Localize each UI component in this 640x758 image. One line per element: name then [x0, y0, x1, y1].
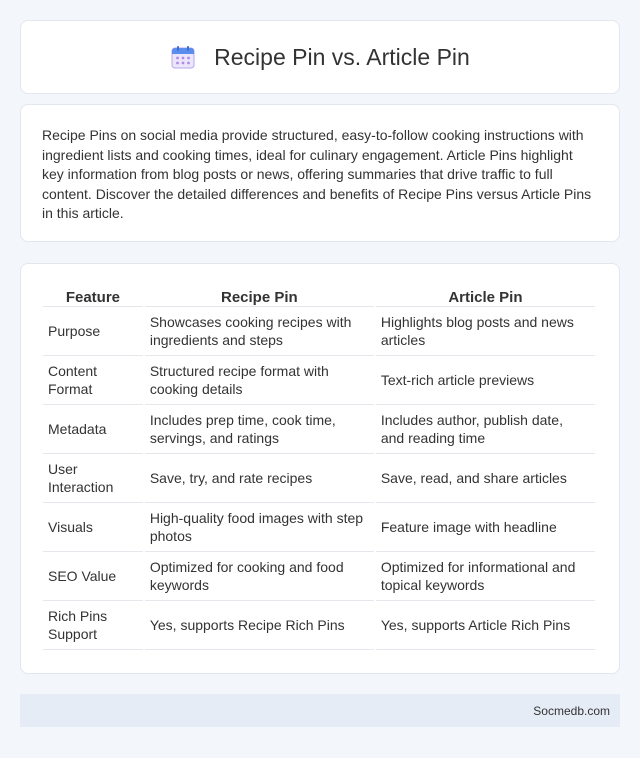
calendar-icon: [170, 44, 196, 70]
feature-cell: Rich Pins Support: [43, 601, 143, 650]
table-row: [43, 454, 595, 503]
article-pin-cell: Save, read, and share articles: [376, 454, 595, 503]
feature-cell: Purpose: [43, 307, 143, 356]
comparison-card: [20, 263, 620, 674]
recipe-pin-cell: Includes prep time, cook time, servings, and ratings: [145, 405, 374, 454]
table-row: [43, 552, 595, 601]
footer-site-name: Socmedb.com: [533, 703, 610, 718]
comparison-table: [41, 285, 597, 650]
column-header-recipe-pin: Recipe Pin: [145, 285, 374, 307]
article-pin-cell: Yes, supports Article Rich Pins: [376, 601, 595, 650]
recipe-pin-cell: High-quality food images with step photos: [145, 503, 374, 552]
recipe-pin-cell: Yes, supports Recipe Rich Pins: [145, 601, 374, 650]
feature-cell: SEO Value: [43, 552, 143, 601]
feature-cell: Visuals: [43, 503, 143, 552]
feature-cell: Content Format: [43, 356, 143, 405]
intro-paragraph: Recipe Pins on social media provide structured, easy-to-follow cooking instructions with ingredient lists and cooking times, ideal for culinary engagement. Article Pins highlight key information from blog posts or news, offering summaries that drive traffic to full content. Discover the detailed differences and benefits of Recipe Pins versus Article Pins in this article.: [42, 127, 592, 222]
recipe-pin-cell: Save, try, and rate recipes: [145, 454, 374, 503]
table-row: [43, 405, 595, 454]
table-row: [43, 601, 595, 650]
recipe-pin-cell: Showcases cooking recipes with ingredients and steps: [145, 307, 374, 356]
intro-card: [20, 104, 620, 242]
article-pin-cell: Text-rich article previews: [376, 356, 595, 405]
table-row: [43, 307, 595, 356]
recipe-pin-cell: Structured recipe format with cooking details: [145, 356, 374, 405]
article-pin-cell: Feature image with headline: [376, 503, 595, 552]
recipe-pin-cell: Optimized for cooking and food keywords: [145, 552, 374, 601]
footer-bar: [20, 694, 620, 727]
column-header-feature: Feature: [43, 285, 143, 307]
table-row: [43, 503, 595, 552]
table-header-row: [43, 285, 595, 307]
feature-cell: Metadata: [43, 405, 143, 454]
title-card: [20, 20, 620, 94]
article-pin-cell: Optimized for informational and topical keywords: [376, 552, 595, 601]
column-header-article-pin: Article Pin: [376, 285, 595, 307]
page-title: Recipe Pin vs. Article Pin: [214, 43, 470, 70]
article-pin-cell: Highlights blog posts and news articles: [376, 307, 595, 356]
feature-cell: User Interaction: [43, 454, 143, 503]
article-pin-cell: Includes author, publish date, and reading time: [376, 405, 595, 454]
table-row: [43, 356, 595, 405]
